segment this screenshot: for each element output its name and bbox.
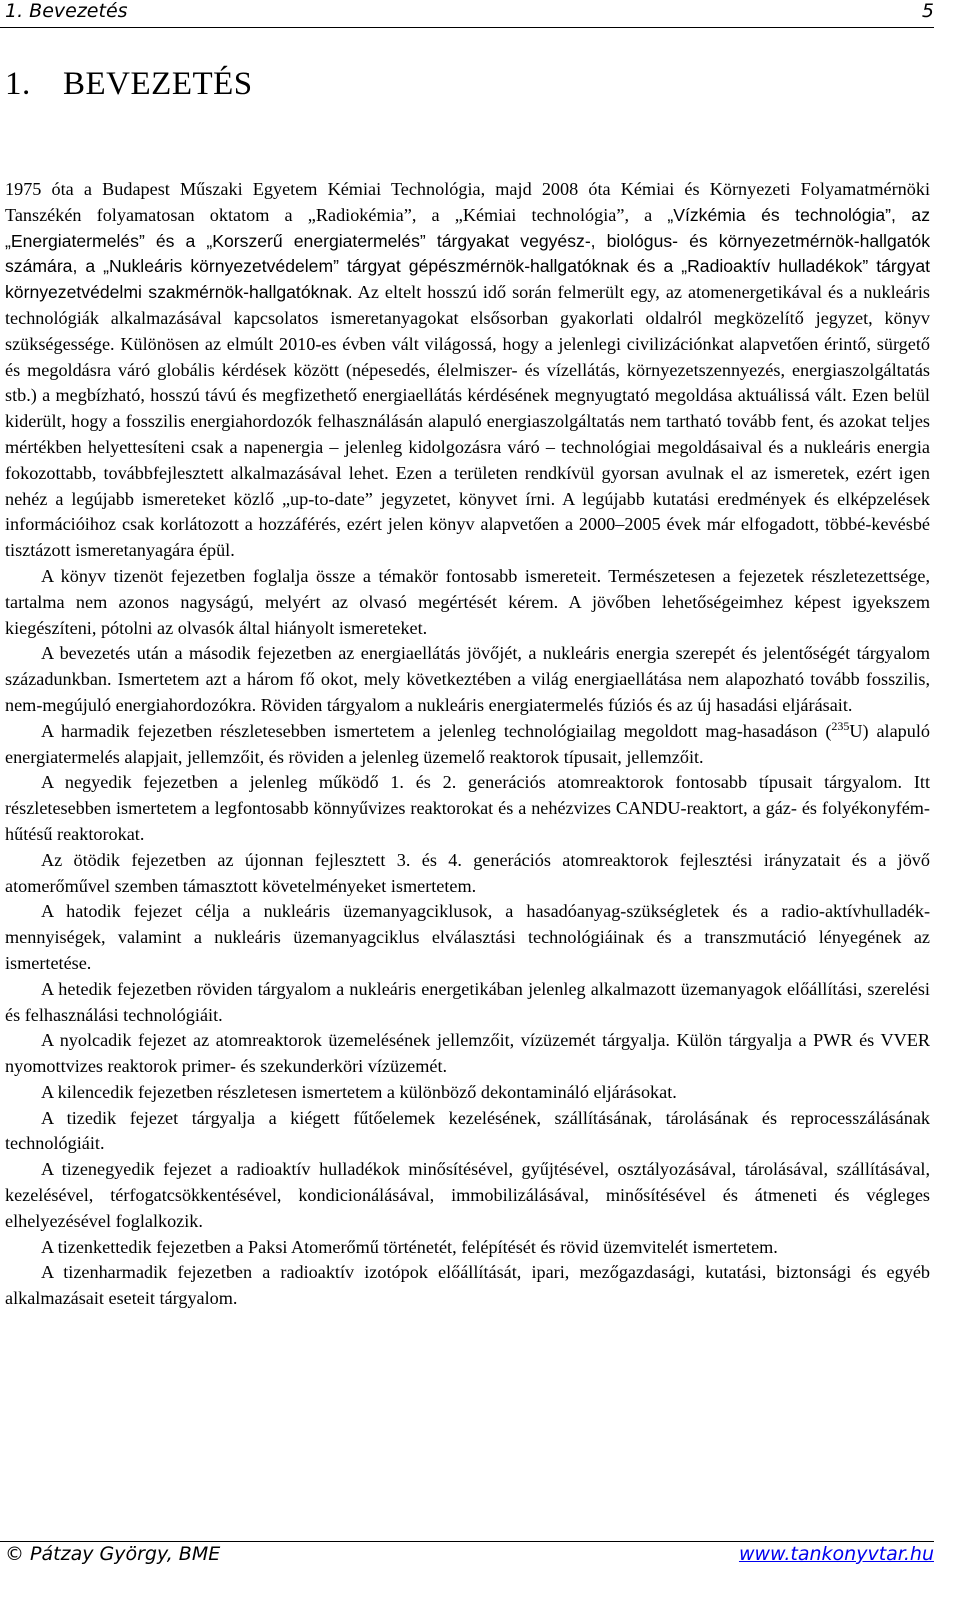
running-head-chapter: 1. Bevezetés [5, 0, 128, 22]
chapter-title [5, 66, 253, 103]
paragraph-chapter-3 [5, 719, 930, 771]
footer-divider [0, 1541, 934, 1542]
page-number: 5 [921, 0, 934, 22]
running-head [5, 0, 934, 26]
paragraph-chapter-7: A hetedik fejezetben röviden tárgyalom a nukleáris energetikában jelenleg alkalmazott üzemanyagok előállítási, szerelési és felhasználási technológiáit. [5, 978, 930, 1025]
paragraph-chapter-5: Az ötödik fejezetben az újonnan fejlesztett 3. és 4. generációs atomreaktorok fejlesztési irányzatait és a jövő atomerőművel szemben támasztott követelményeket ismertetem. [5, 849, 930, 896]
chapter-title-text: BEVEZETÉS [63, 66, 253, 102]
paragraph-book-structure: A könyv tizenöt fejezetben foglalja össze a témakör fontosabb ismereteit. Természetesen a fejezetek részletezettsége, tartalma nem azonos nagyságú, melyért az olvasó megértését kérem. A jövőben lehetőségeimhez képest igyekszem kiegészíteni, pótolni az olvasók által hiányolt ismereteket. [5, 565, 930, 638]
paragraph-intro-courses: „Vízkémia és technológia”, az „Energiatermelés” és a „Korszerű energiatermelés” tárgyakat vegyész-, biológus- és környezetmérnök-hallgatók számára, a „Nukleáris környezetvédelem” tárgyat gépészmérnök-hallgatóknak és a „Radioaktív hulladékok” tárgyat környezetvédelmi szakmérnök-hallgatóknak. [5, 204, 931, 303]
paragraph-chapter-10: A tizedik fejezet tárgyalja a kiégett fűtőelemek kezelésének, szállításának, tárolásának és reprocesszálásának technológiáit. [5, 1107, 930, 1154]
footer [5, 1543, 934, 1565]
footer-copyright: © Pátzay György, BME [5, 1543, 221, 1565]
paragraph-chapter-9: A kilencedik fejezetben részletesen ismertetem a különböző dekontamináló eljárásokat. [41, 1081, 677, 1102]
paragraph-chapter-12: A tizenkettedik fejezetben a Paksi Atomerőmű történetét, felépítését és rövid üzemvitelét ismertetem. [41, 1236, 778, 1257]
paragraph-intro-part-c: Az eltelt hosszú idő során felmerült egy, az atomenergetikával és a nukleáris technológiák alkalmazásával kapcsolatos ismeretanyagokat elsősorban gyakorlati oldalról megközelítő jegyzet, könyv szükségessége. Különösen az elmúlt 2010-es évben vált világossá, hogy a jelenlegi civilizációnkat alapvetően érintő, sürgető és megoldásra váró globális kérdések között (népesedés, élelmiszer- és vízellátás, környezetszennyezés, energiaszolgáltatás stb.) a megbízható, hosszú távú és megfizethető energiaellátás kérdésének megnyugtató megoldása aktuálissá vált. Ezen belül kiderült, hogy a fosszilis energiahordozók felhasználásán alapuló energiaszolgáltatás nem tartható tovább fent, és azokat teljes mértékben helyettesíteni csak a napenergia – jelenleg kidolgozásra váró – technológiai megoldásaival és a nukleáris energia fokozottabb, továbbfejlesztett alkalmazásával lehet. Ezen a területen rendkívül gyorsan avulnak el az ismeretek, ezért igen nehéz a legújabb ismereteket közlő „up-to-date” jegyzetet, könyvet írni. A legújabb kutatási eredmények és elképzelések információihoz csak korlátozott a hozzáférés, ezért jelen könyv alapvetően a 2000–2005 évek már elfogadott, többé-kevésbé tisztázott ismeretanyagára épül. [5, 282, 931, 561]
paragraph-intro [5, 177, 930, 564]
paragraph-chapter-6: A hatodik fejezet célja a nukleáris üzemanyagciklusok, a hasadóanyag-szükségletek és a radio-aktívhulladék-mennyiségek, valamint a nukleáris üzemanyagciklus elválasztási technológiáinak és a transzmutáció lényegének az ismertetése. [5, 901, 930, 973]
paragraph-chapter-2: A bevezetés után a második fejezetben az energiaellátás jövőjét, a nukleáris energia szerepét és jelentőségét tárgyalom századunkban. Ismertetem azt a három fő okot, mely következtében a világ energiaellátása nem alapozható tovább fosszilis, nem-megújuló energiahordozókra. Röviden tárgyalom a nukleáris energiatermelés fúziós és az új hasadási eljárásait. [5, 643, 930, 715]
paragraph-chapter-11: A tizenegyedik fejezet a radioaktív hulladékok minősítésével, gyűjtésével, osztályozásával, tárolásával, szállításával, kezelésével, térfogatcsökkentésével, kondicionálásával, immobilizálásával, minősítésével és átmeneti és végleges elhelyezésével foglalkozik. [5, 1159, 930, 1231]
paragraph-chapter-8: A nyolcadik fejezet az atomreaktorok üzemelésének jellemzőit, vízüzemét tárgyalja. Külön tárgyalja a PWR és VVER nyomottvizes reaktorok primer- és szekunderköri vízüzemét. [5, 1030, 930, 1077]
isotope-mass-number: 235 [831, 718, 850, 733]
paragraph-chapter-13: A tizenharmadik fejezetben a radioaktív izotópok előállítását, ipari, mezőgazdasági, kutatási, biztonsági és egyéb alkalmazásait eseteit tárgyalom. [5, 1262, 930, 1309]
header-divider [0, 27, 934, 28]
footer-website-link[interactable]: www.tankonyvtar.hu [738, 1543, 934, 1565]
paragraph-chapter-4: A negyedik fejezetben a jelenleg működő 1. és 2. generációs atomreaktorok fontosabb típusait tárgyalom. Itt részletesebben ismertetem a legfontosabb könnyűvizes reaktorokat és a nehézvizes CANDU-reaktort, a gáz- és folyékonyfém-hűtésű reaktorokat. [5, 772, 930, 844]
paragraph-chapter-3-part-b: U) alapuló energiatermelés alapjait, jellemzőit, és röviden a jelenleg üzemelő reaktorok típusait, jellemzőit. [5, 720, 930, 767]
chapter-number: 1. [5, 66, 31, 102]
paragraph-intro-part-a: 1975 óta a Budapest Műszaki Egyetem Kémiai Technológia, majd 2008 óta Kémiai és Környezeti Folyamatmérnöki Tanszékén folyamatosan oktatom a „Radiokémia”, a „Kémiai technológia”, a [5, 179, 930, 225]
paragraph-chapter-3-part-a: A harmadik fejezetben részletesebben ismertetem a jelenleg technológiailag megoldott mag-hasadáson ( [41, 720, 832, 741]
body-text [5, 177, 930, 1312]
